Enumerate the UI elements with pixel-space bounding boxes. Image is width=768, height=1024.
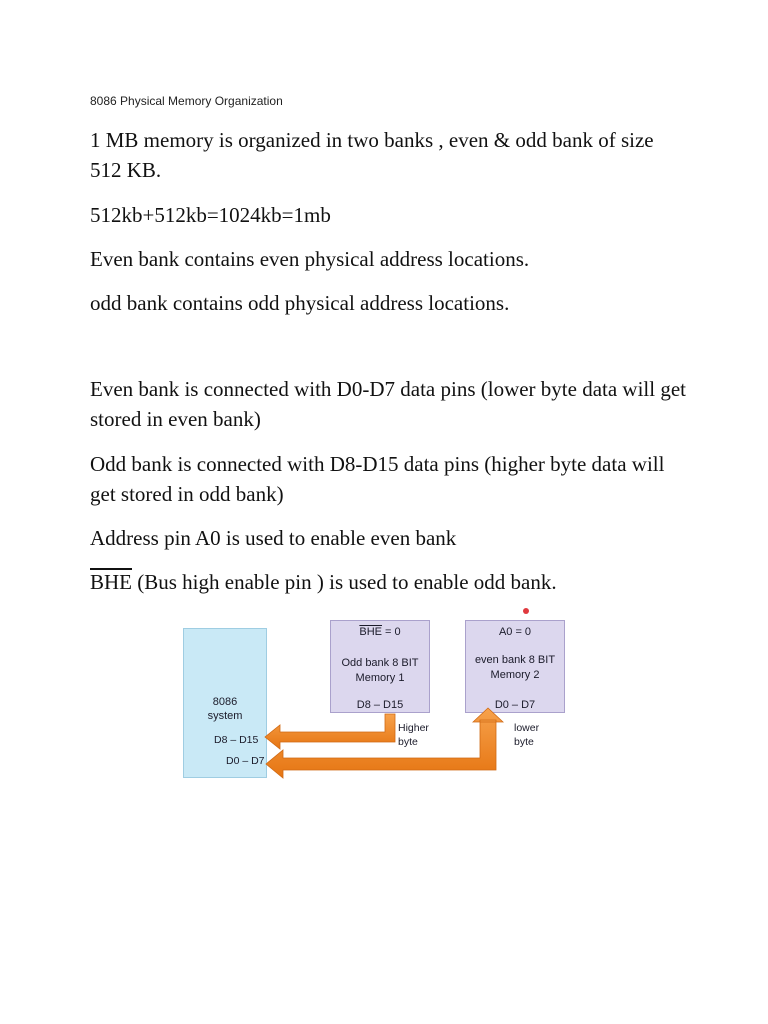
higher-label-1: Higher: [398, 722, 429, 734]
lower-byte-arrow: [266, 708, 503, 778]
paragraph-bhe-enable: [90, 567, 690, 597]
bhe-signal: $\overline{BHE}$: [90, 570, 132, 594]
memory-organization-diagram: [180, 604, 580, 784]
even-bank-pins: D0 – D7: [494, 699, 536, 711]
system-pin-high: D8 – D15: [214, 734, 259, 746]
page-heading: 8086 Physical Memory Organization: [90, 94, 283, 108]
paragraph-a0-enable: Address pin A0 is used to enable even bank: [90, 526, 457, 550]
odd-bank-memory-label: Memory 1: [355, 672, 405, 684]
paragraph-even-locations: Even bank contains even physical address locations.: [90, 247, 530, 271]
system-title-line2: system: [207, 710, 243, 722]
bhe-description: (Bus high enable pin ) is used to enable odd bank.: [132, 570, 557, 594]
lower-label-2: byte: [514, 736, 534, 748]
even-bank-memory-label: Memory 2: [490, 669, 540, 681]
odd-bank-enable: $\overline{BHE} = 0$: [359, 626, 401, 638]
even-bank-label: even bank 8 BIT: [474, 654, 556, 666]
paragraph-odd-locations: odd bank contains odd physical address locations.: [90, 291, 510, 315]
odd-bank-pins: D8 – D15: [356, 699, 404, 711]
lower-label-1: lower: [514, 722, 540, 734]
odd-bank-label: Odd bank 8 BIT: [341, 657, 419, 669]
paragraph-memory-banks: 1 MB memory is organized in two banks , even & odd bank of size 512 KB.: [90, 128, 654, 182]
paragraph-odd-data-pins: Odd bank is connected with D8-D15 data pins (higher byte data will get stored in odd bank): [90, 452, 665, 506]
system-pin-low: D0 – D7: [226, 755, 265, 767]
paragraph-even-data-pins: Even bank is connected with D0-D7 data pins (lower byte data will get stored in even bank): [90, 377, 686, 431]
higher-byte-arrow: [265, 714, 395, 749]
paragraph-size-sum: 512kb+512kb=1024kb=1mb: [90, 203, 331, 227]
system-title-line1: 8086: [212, 696, 238, 708]
even-bank-enable: A0 = 0: [498, 626, 532, 638]
higher-label-2: byte: [398, 736, 418, 748]
